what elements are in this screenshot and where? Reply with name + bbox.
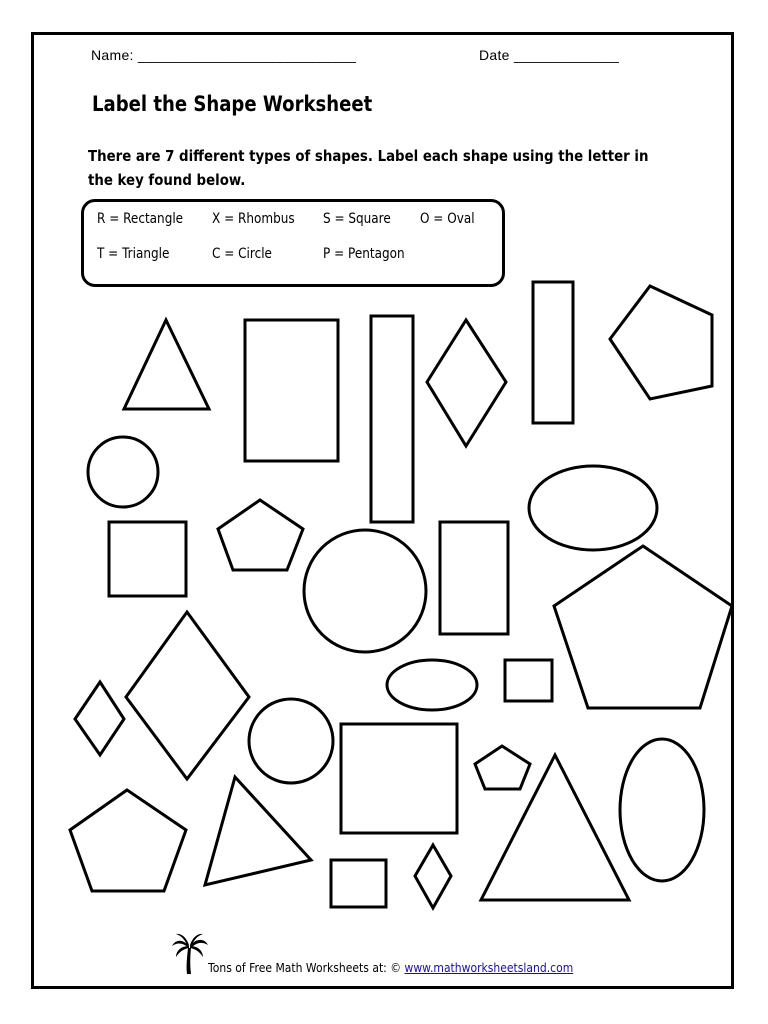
rectangle-shape[interactable] — [371, 316, 413, 522]
oval-shape[interactable] — [529, 466, 657, 550]
key-triangle: T = Triangle — [97, 246, 170, 262]
pentagon-shape[interactable] — [610, 286, 712, 399]
key-oval: O = Oval — [420, 211, 475, 227]
name-field-label: Name: ___________________________ — [91, 47, 357, 63]
rhombus-shape[interactable] — [126, 612, 249, 779]
rhombus-shape[interactable] — [415, 845, 451, 908]
triangle-shape[interactable] — [124, 320, 209, 409]
rectangle-shape[interactable] — [533, 282, 573, 423]
key-rectangle: R = Rectangle — [97, 211, 184, 227]
rhombus-shape[interactable] — [75, 682, 124, 755]
palm-tree-icon — [170, 930, 210, 976]
key-square: S = Square — [323, 211, 391, 227]
key-rhombus: X = Rhombus — [212, 211, 295, 227]
pentagon-shape[interactable] — [475, 746, 530, 789]
footer-text: Tons of Free Math Worksheets at: © — [208, 961, 405, 975]
key-pentagon: P = Pentagon — [323, 246, 405, 262]
pentagon-shape[interactable] — [554, 546, 732, 708]
date-field-label: Date _____________ — [479, 47, 620, 63]
rectangle-shape[interactable] — [245, 320, 338, 461]
triangle-shape[interactable] — [205, 777, 311, 885]
circle-shape[interactable] — [304, 530, 426, 652]
footer-link[interactable]: www.mathworksheetsland.com — [404, 961, 574, 975]
oval-shape[interactable] — [387, 660, 477, 710]
oval-shape[interactable] — [620, 739, 704, 881]
key-circle: C = Circle — [212, 246, 272, 262]
rhombus-shape[interactable] — [427, 320, 506, 446]
square-shape[interactable] — [505, 660, 552, 701]
circle-shape[interactable] — [249, 699, 333, 783]
worksheet-title: Label the Shape Worksheet — [92, 92, 373, 116]
pentagon-shape[interactable] — [218, 500, 303, 570]
instructions-text: There are 7 different types of shapes. Label each shape using the letter in the key found below. — [88, 147, 649, 189]
triangle-shape[interactable] — [481, 755, 629, 900]
circle-shape[interactable] — [88, 437, 158, 507]
pentagon-shape[interactable] — [70, 790, 186, 891]
footer-credit — [208, 961, 573, 975]
rectangle-shape[interactable] — [331, 860, 386, 907]
square-shape[interactable] — [109, 522, 186, 596]
square-shape[interactable] — [341, 724, 457, 833]
rectangle-shape[interactable] — [440, 522, 508, 634]
